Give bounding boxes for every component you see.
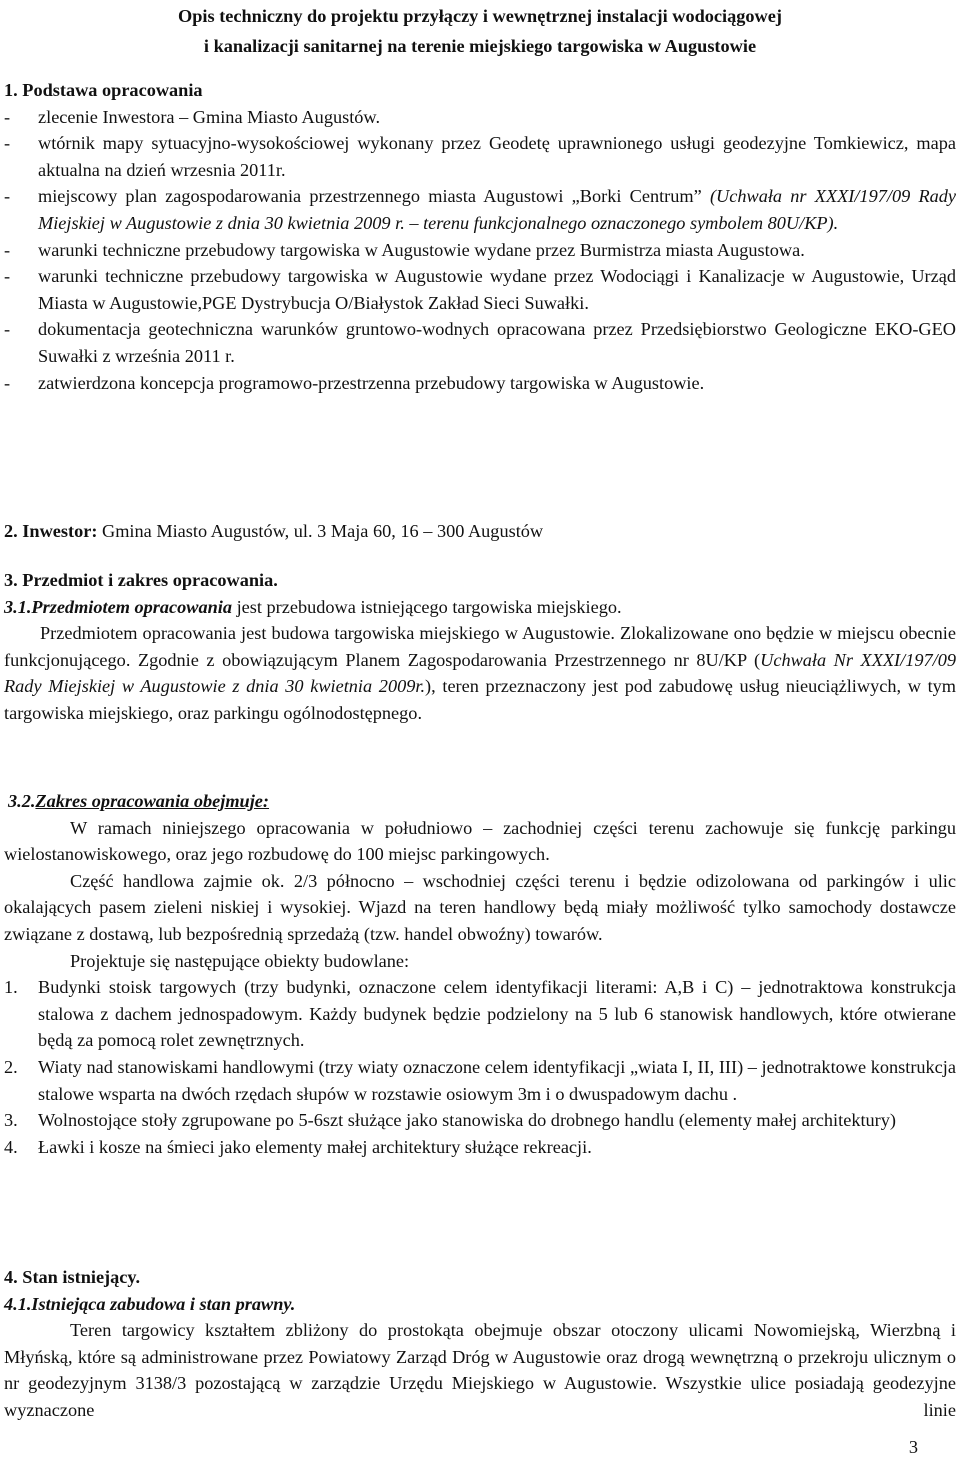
paragraph: Część handlowa zajmie ok. 2/3 północno – wschodniej części terenu i będzie odizolowana od parkingów i ulic okalających pasem zieleni niskiej i wysokiej. Wjazd na teren handlowy będą miały możliwość tylko samochody dostawcze związane z dostawą, lub bezpośrednią sprzedażą (tzw. handel obwoźny) towarów. [4,870,956,944]
subsection-3-1-label: 3.1.Przedmiotem opracowania [4,596,233,617]
list-item-text [38,183,956,236]
list-item [4,104,956,131]
plan-resolution: (Uchwała nr XXXI/197/09 Rady Miejskiej w Augustowie z dnia 30 kwietnia 2009 r. – terenu funkcjonalnego oznaczonego symbolem 80U/KP). [38,186,957,233]
section-1-heading: 1. Podstawa opracowania [4,80,203,100]
investor-line [4,518,956,545]
bullet-dash: - [4,372,11,393]
subsection-3-2-number: 3.2. [8,791,36,811]
list-item-text: wtórnik mapy sytuacyjno-wysokościowej wykonany przez Geodetę uprawnionego usługi geodezyjne Tomkiewicz, mapa aktualna na dzień wrzesnia 2011r. [38,133,956,180]
section-2 [4,518,956,545]
bullet-dash: - [4,239,11,260]
paragraph: Teren targowicy kształtem zbliżony do prostokąta obejmuje obszar otoczony ulicami Nowomiejską, Wierzbną i Młyńską, które są administrowane przez Powiatowy Zarząd Dróg w Augustowie oraz drogą wewnętrzną o przekroju ulicznym o nr geodezyjnym 3138/3 pozostającą w zarządzie Urzędu Miejskiego w Augustowie. Wszystkie ulice posiadają geodezyjne wyznaczone linie [4,1320,956,1420]
list-item [4,316,956,369]
list-item [4,1054,956,1107]
subsection-3-2 [4,788,956,1160]
investor-label: 2. Inwestor: [4,521,98,541]
section-3-heading: 3. Przedmiot i zakres opracowania. [4,570,278,590]
list-item-text: Ławki i kosze na śmieci jako elementy małej architektury służące rekreacji. [38,1136,592,1157]
subsection-3-2-heading [4,788,956,815]
bullet-dash: - [4,319,11,340]
section-4 [4,1264,956,1424]
list-item-number: 2. [4,1056,18,1077]
list-item-text: zlecenie Inwestora – Gmina Miasto Augustów. [38,106,381,127]
list-item [4,1107,956,1134]
list-item-text: zatwierdzona koncepcja programowo-przestrzenna przebudowy targowiska w Augustowie. [38,372,705,393]
list-item [4,183,956,236]
investor-text: Gmina Miasto Augustów, ul. 3 Maja 60, 16 – 300 Augustów [97,521,544,541]
subsection-3-2-label: Zakres opracowania obejmuje: [35,791,270,811]
paragraph [4,620,956,726]
page-number: 3 [908,1437,918,1457]
paragraph: W ramach niniejszego opracowania w południowo – zachodniej części terenu zachowuje się funkcję parkingu wielostanowiskowego, oraz jego rozbudowę do 100 miejsc parkingowych. [4,817,956,865]
list-item [4,1134,956,1161]
list-item [4,130,956,183]
list-item-text: Wiaty nad stanowiskami handlowymi (trzy wiaty oznaczone celem identyfikacji „wiata I, II, III) – jednotraktowe konstrukcja stalowe wsparta na dwóch rzędach słupów w rozstawie osiowym 3m i o dwuspadowym dachu . [38,1056,956,1104]
subsection-3-1 [4,594,956,621]
bullet-dash: - [4,266,11,287]
bullet-dash: - [4,106,11,127]
section-3 [4,567,956,727]
list-item [4,263,956,316]
list-item [4,974,956,1054]
list-item-number: 1. [4,977,18,998]
list-item-number: 4. [4,1136,18,1157]
document-title-line-2: i kanalizacji sanitarnej na terenie miejskiego targowiska w Augustowie [203,36,757,56]
paragraph-text: Przedmiotem opracowania jest budowa targowiska miejskiego w Augustowie. Zlokalizowane ono będzie w miejscu obecnie funkcjonującego. Zgodnie z obowiązującym Planem Zagospodarowania Przestrzennego nr 8U/KP ( [4,623,956,670]
paragraph-text: ), teren przeznaczony jest pod zabudowę usług nieuciążliwych, w tym targowiska miejskiego, oraz parkingu ogólnodostępnego. [4,676,957,723]
list-item-text: dokumentacja geotechniczna warunków gruntowo-wodnych opracowana przez Przedsiębiorstwo Geologiczne EKO-GEO Suwałki z września 2011 r. [38,319,956,366]
bullet-dash: - [4,133,11,154]
document-title-line-1: Opis techniczny do projektu przyłączy i wewnętrznej instalacji wodociągowej [178,6,782,26]
paragraph: Projektuje się następujące obiekty budowlane: [70,950,410,971]
list-item [4,370,956,397]
section-4-heading: 4. Stan istniejący. [4,1267,141,1287]
resolution-reference: Uchwała Nr XXXI/197/09 Rady Miejskiej w Augustowie z dnia 30 kwietnia 2009r. [4,649,956,697]
list-item-text: Wolnostojące stoły zgrupowane po 5-6szt służące jako stanowiska do drobnego handlu (elementy małej architektury) [38,1110,896,1131]
subsection-3-1-text: jest przebudowa istniejącego targowiska miejskiego. [232,596,622,617]
bullet-dash: - [4,186,11,207]
list-item [4,237,956,264]
plan-name: miejscowy plan zagospodarowania przestrzennego miasta Augustowi „Borki Centrum” [38,186,702,207]
list-item-text: warunki techniczne przebudowy targowiska w Augustowie wydane przez Burmistrza miasta Augustowa. [38,239,805,260]
list-item-text: warunki techniczne przebudowy targowiska w Augustowie wydane przez Wodociągi i Kanalizacje w Augustowie, Urząd Miasta w Augustowie,PGE Dystrybucja O/Białystok Zakład Sieci Suwałki. [38,266,956,313]
subsection-4-1-heading: 4.1.Istniejąca zabudowa i stan prawny. [4,1293,296,1314]
list-item-text: Budynki stoisk targowych (trzy budynki, oznaczone celem identyfikacji literami: A,B i C) – jednotraktowa konstrukcja stalowa z dachem jednospadowym. Każdy budynek będzie podzielony na 5 lub 6 stanowisk handlowych, które otwierane będą za pomocą rolet zewnętrznych. [38,977,956,1051]
list-item-number: 3. [4,1110,18,1131]
section-1 [4,77,956,396]
